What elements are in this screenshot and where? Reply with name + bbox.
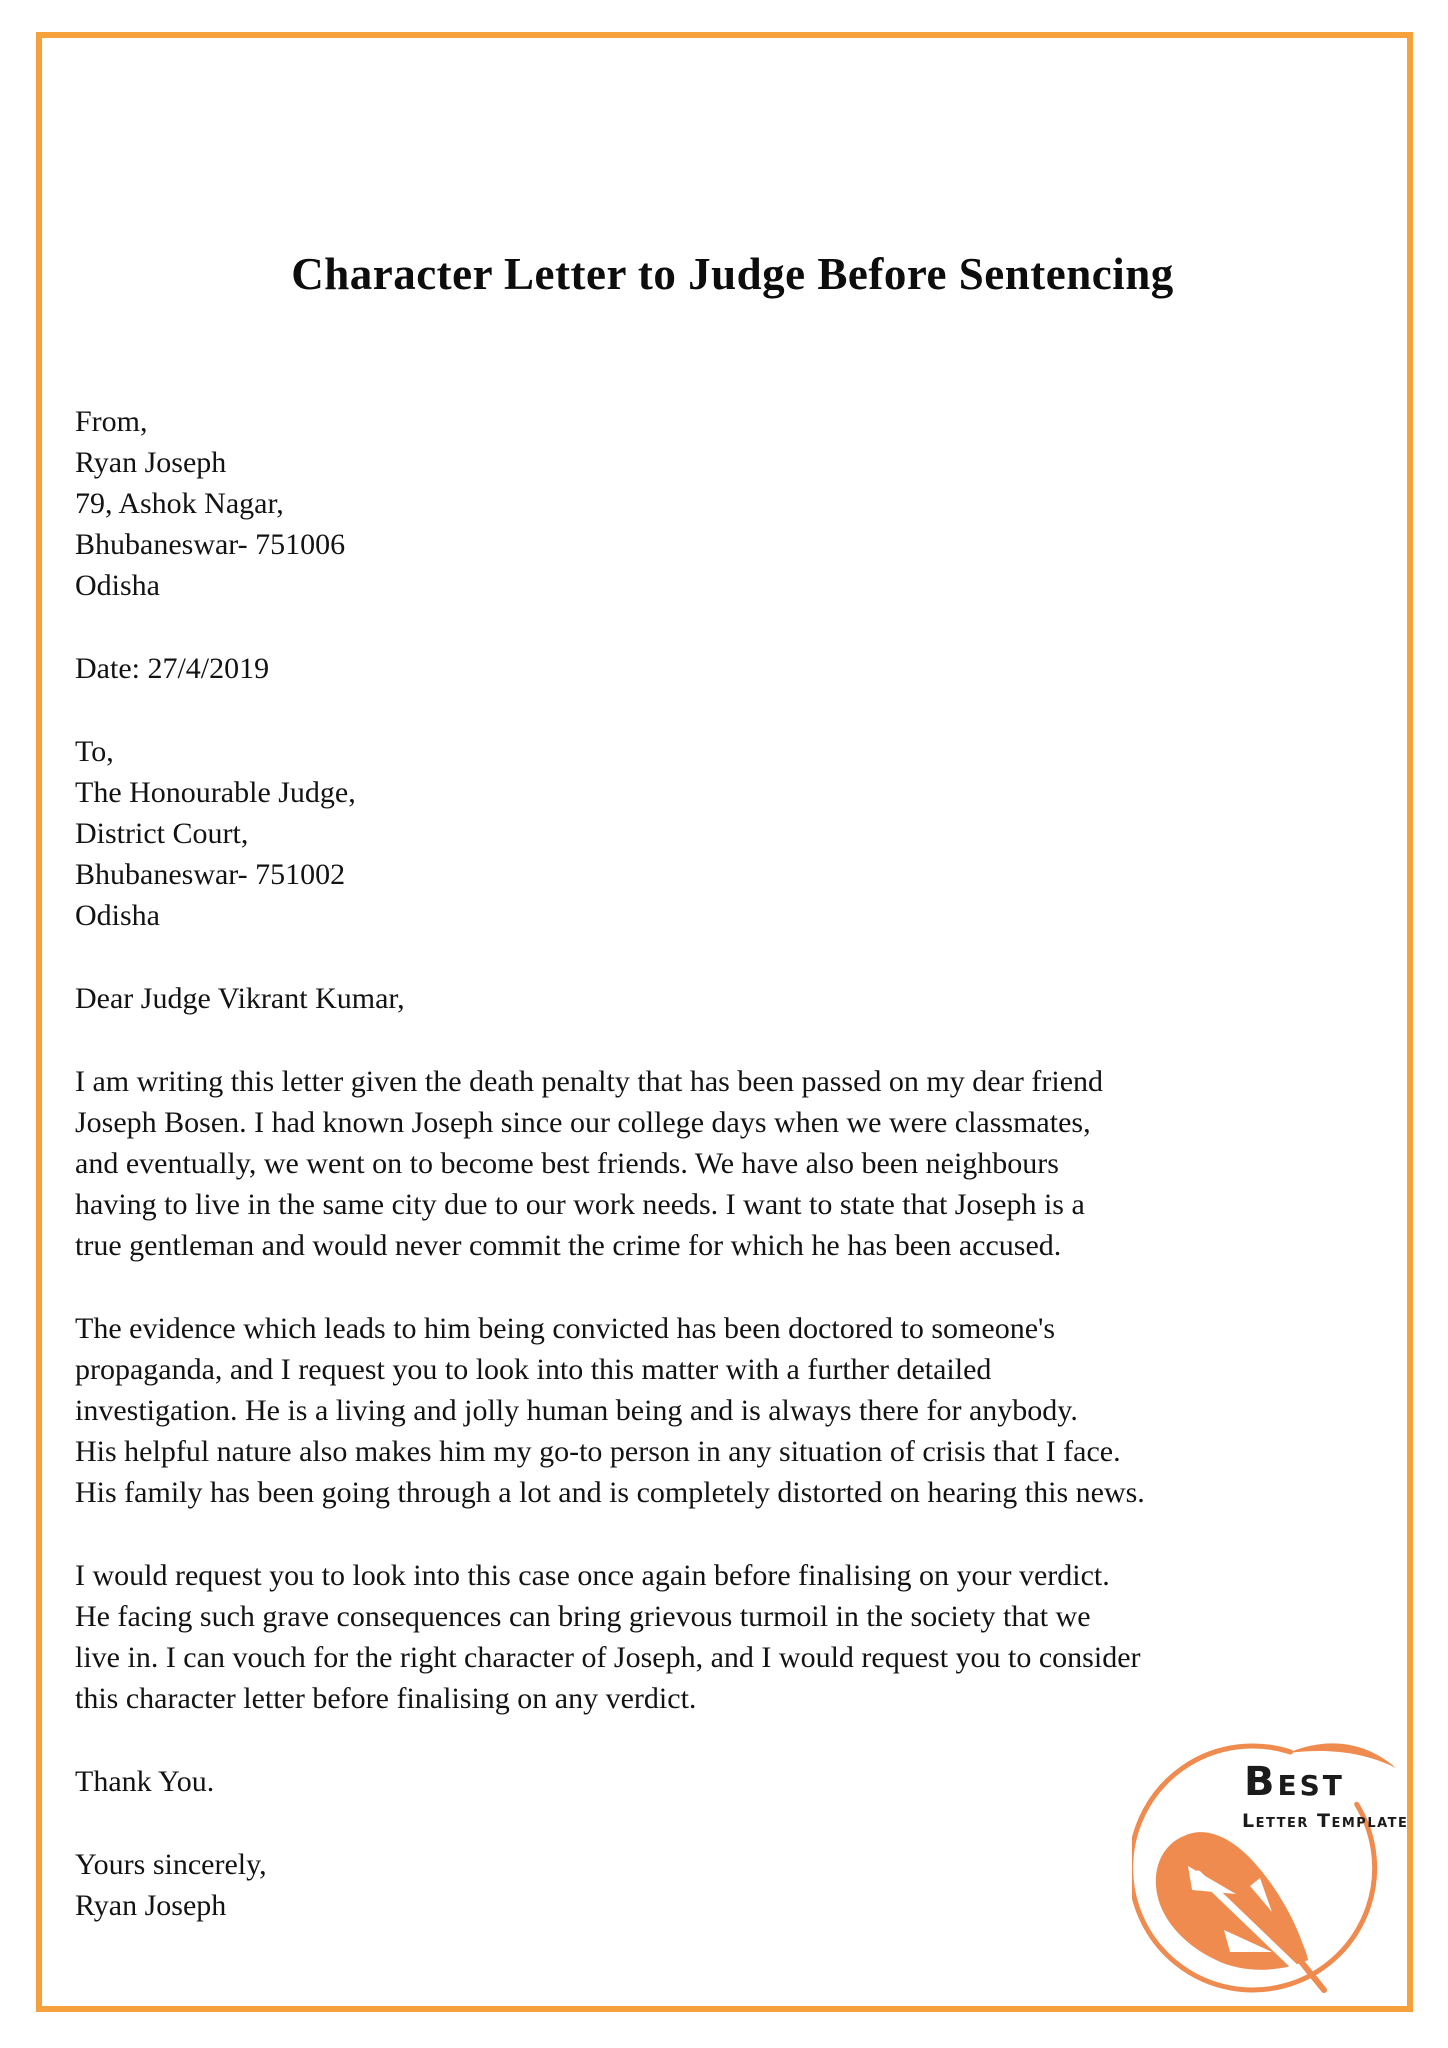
paragraph-line: this character letter before finalising on any verdict. (75, 1682, 697, 1715)
page-title: Character Letter to Judge Before Sentencing (291, 249, 1174, 299)
sender-line: 79, Ashok Nagar, (75, 487, 284, 520)
paragraph-line: His helpful nature also makes him my go-to person in any situation of crisis that I face. (75, 1435, 1121, 1468)
recipient-line: Odisha (75, 899, 160, 932)
paragraph-line: having to live in the same city due to our work needs. I want to state that Joseph is a (75, 1188, 1085, 1221)
paragraph-line: propaganda, and I request you to look into this matter with a further detailed (75, 1353, 992, 1386)
sender-line: Ryan Joseph (75, 446, 227, 479)
sender-line: Bhubaneswar- 751006 (75, 528, 346, 561)
paragraph-line: He facing such grave consequences can bring grievous turmoil in the society that we (75, 1600, 1091, 1633)
paragraph-line: His family has been going through a lot and is completely distorted on hearing this news. (75, 1476, 1145, 1509)
recipient-line: Bhubaneswar- 751002 (75, 858, 346, 891)
salutation: Dear Judge Vikrant Kumar, (75, 982, 405, 1015)
paragraph-line: live in. I can vouch for the right character of Joseph, and I would request you to consider (75, 1641, 1141, 1674)
date-line: Date: 27/4/2019 (75, 652, 270, 685)
thank-you-line: Thank You. (75, 1765, 215, 1798)
paragraph-line: investigation. He is a living and jolly human being and is always there for anybody. (75, 1394, 1078, 1427)
paragraph-line: and eventually, we went on to become best friends. We have also been neighbours (75, 1147, 1059, 1180)
sender-line: Odisha (75, 569, 160, 602)
recipient-address-block (75, 731, 1390, 936)
paragraph-line: I would request you to look into this case once again before finalising on your verdict. (75, 1559, 1110, 1592)
paragraph-line: The evidence which leads to him being convicted has been doctored to someone's (75, 1312, 1056, 1345)
recipient-line: To, (75, 735, 114, 768)
recipient-line: The Honourable Judge, (75, 776, 356, 809)
body-paragraph-1 (75, 1061, 1390, 1266)
paragraph-line: I am writing this letter given the death penalty that has been passed on my dear friend (75, 1065, 1104, 1098)
signature-name: Ryan Joseph (75, 1889, 227, 1922)
logo-subtitle-text: Letter Template (1242, 1810, 1409, 1832)
sender-address-block (75, 401, 1390, 606)
closing-line: Yours sincerely, (75, 1848, 267, 1881)
body-paragraph-3 (75, 1555, 1390, 1719)
recipient-line: District Court, (75, 817, 249, 850)
sender-line: From, (75, 405, 148, 438)
paragraph-line: true gentleman and would never commit the crime for which he has been accused. (75, 1229, 1062, 1262)
body-paragraph-2 (75, 1308, 1390, 1513)
letter-content (75, 0, 1390, 1926)
logo-brand-text: Best (1244, 1759, 1345, 1805)
paragraph-line: Joseph Bosen. I had known Joseph since our college days when we were classmates, (75, 1106, 1091, 1139)
best-letter-template-logo (1132, 1740, 1410, 1998)
